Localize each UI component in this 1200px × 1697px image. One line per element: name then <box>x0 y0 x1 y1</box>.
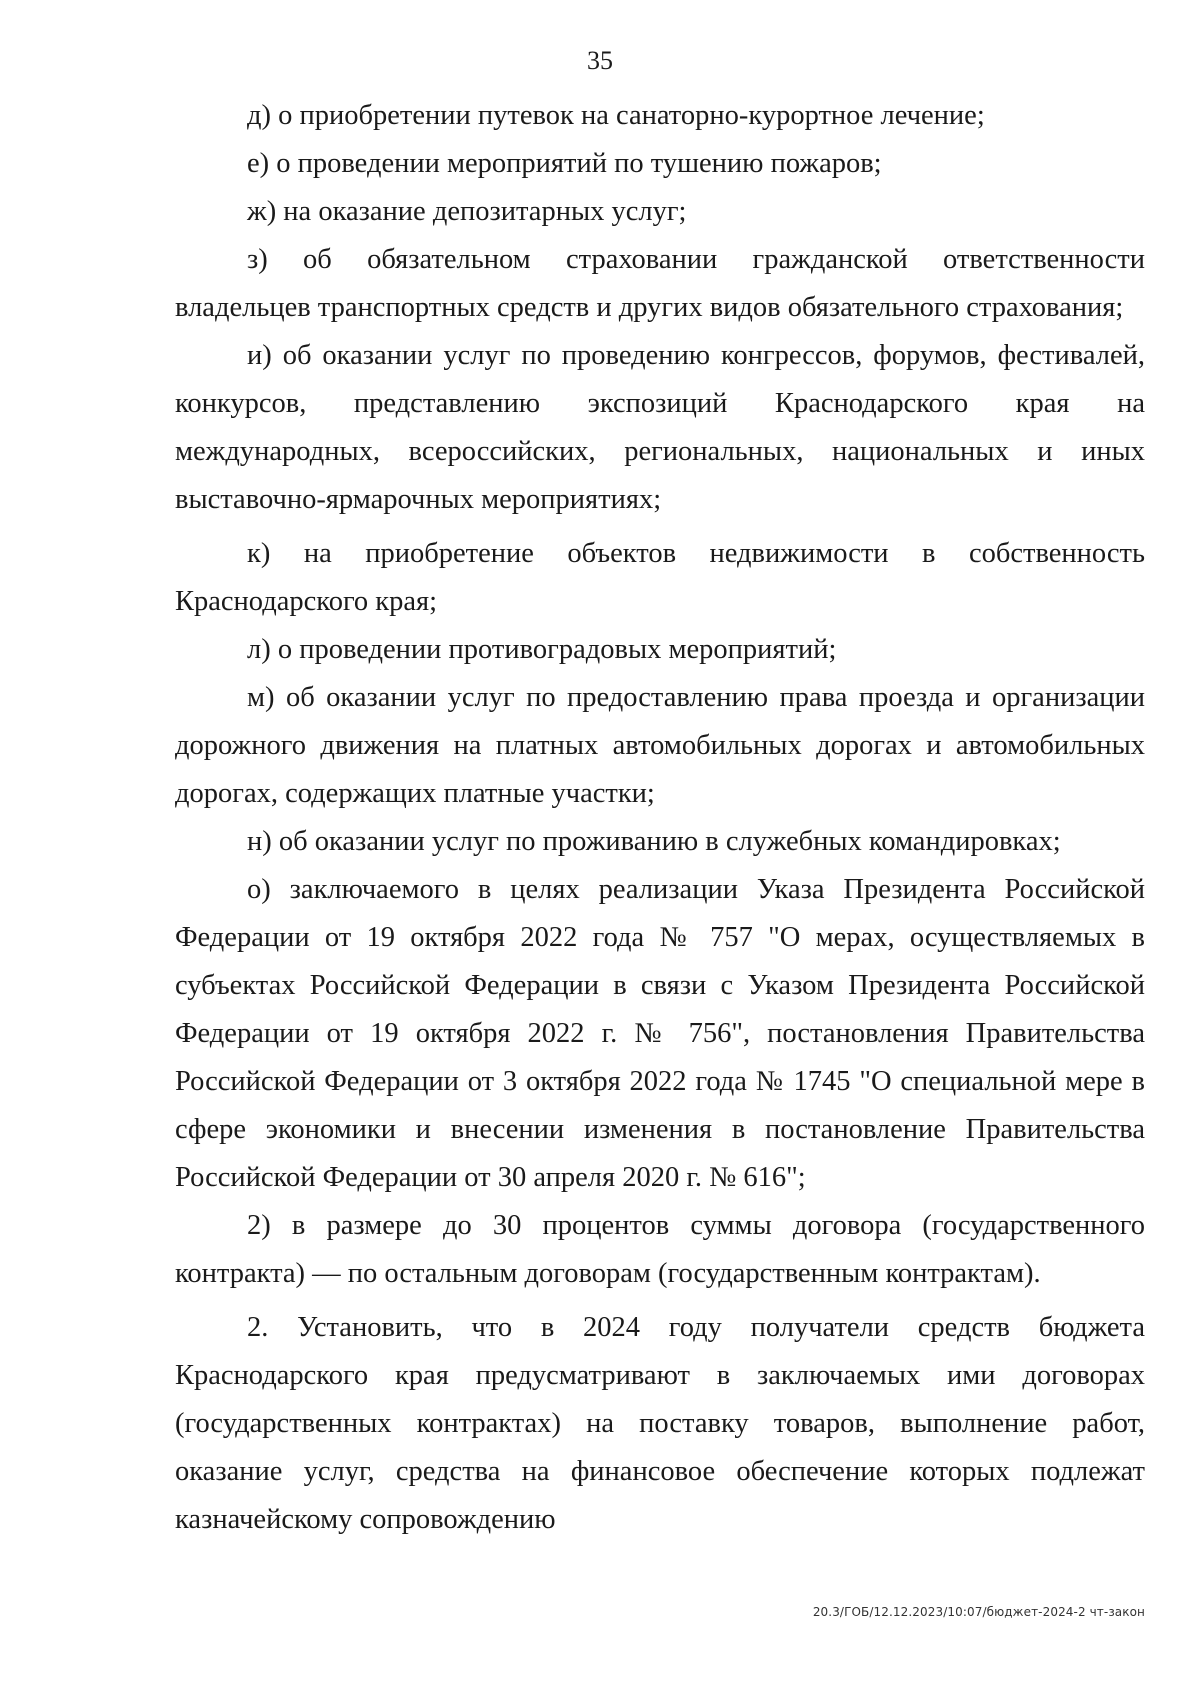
document-footer-code: 20.3/ГОБ/12.12.2023/10:07/бюджет-2024-2 чт-закон <box>812 1605 1145 1619</box>
paragraph-n: н) об оказании услуг по проживанию в служебных командировках; <box>247 826 1061 857</box>
paragraph-o: о) заключаемого в целях реализации Указа Президента Российской Федерации от 19 октября 2022 года № 757 "О мерах, осуществляемых в субъектах Российской Федерации в связи с Указом Президента Российской Федерации от 19 октября 2022 г. № 756", постановления Правительства Российской Федерации от 3 октября 2022 года № 1745 "О специальной мере в сфере экономики и внесении изменения в постановление Правительства Российской Федерации от 30 апреля 2020 г. № 616"; <box>175 874 1145 1193</box>
paragraph-i: и) об оказании услуг по проведению конгрессов, форумов, фестивалей, конкурсов, представлению экспозиций Краснодарского края на международных, всероссийских, региональных, национальных и иных выставочно-ярмарочных мероприятиях; <box>175 340 1145 515</box>
page-number: 35 <box>587 46 613 75</box>
paragraph-d: д) о приобретении путевок на санаторно-курортное лечение; <box>247 100 985 131</box>
document-body <box>175 92 1145 1544</box>
paragraph-2-section: 2. Установить, что в 2024 году получатели средств бюджета Краснодарского края предусматривают в заключаемых ими договорах (государственных контрактах) на поставку товаров, выполнение работ, оказание услуг, средства на финансовое обеспечение которых подлежат казначейскому сопровождению <box>175 1312 1145 1535</box>
paragraph-e: е) о проведении мероприятий по тушению пожаров; <box>247 148 882 179</box>
paragraph-z: з) об обязательном страховании гражданской ответственности владельцев транспортных средств и других видов обязательного страхования; <box>175 244 1145 323</box>
paragraph-m: м) об оказании услуг по предоставлению права проезда и организации дорожного движения на платных автомобильных дорогах и автомобильных дорогах, содержащих платные участки; <box>175 682 1145 809</box>
paragraph-2-item: 2) в размере до 30 процентов суммы договора (государственного контракта) — по остальным договорам (государственным контрактам). <box>175 1210 1145 1289</box>
paragraph-l: л) о проведении противоградовых мероприятий; <box>247 634 837 665</box>
paragraph-zh: ж) на оказание депозитарных услуг; <box>247 196 687 227</box>
paragraph-k: к) на приобретение объектов недвижимости в собственность Краснодарского края; <box>175 538 1145 617</box>
